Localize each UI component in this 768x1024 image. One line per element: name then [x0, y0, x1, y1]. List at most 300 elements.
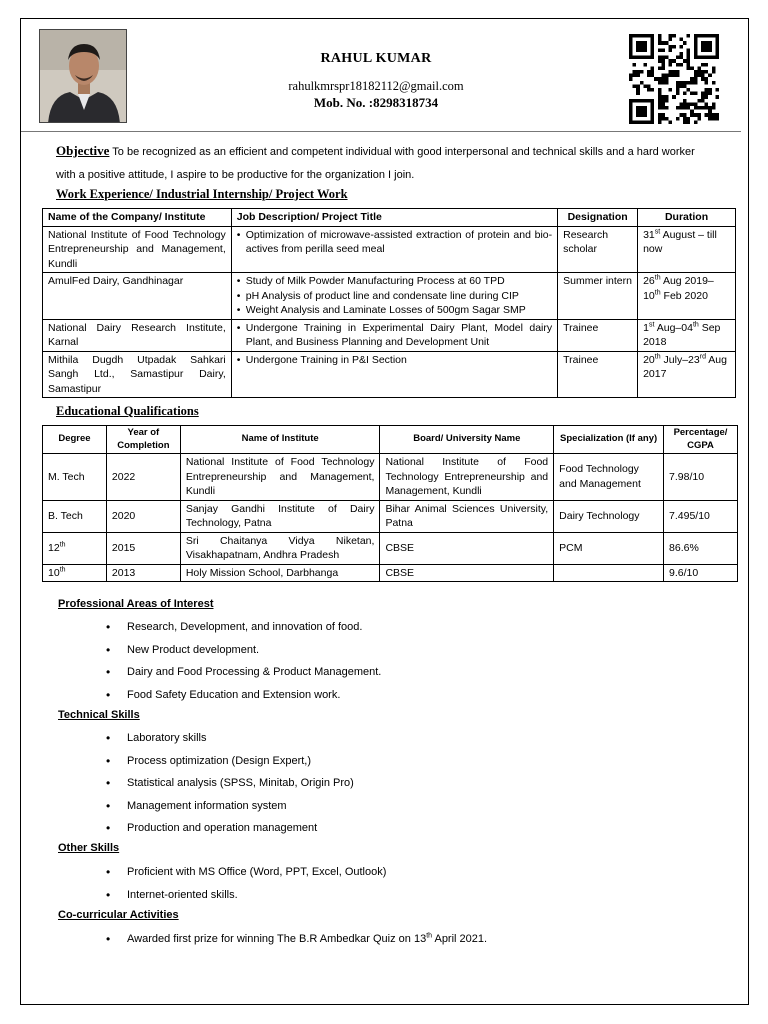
qr-module — [669, 88, 673, 92]
qr-module — [651, 106, 655, 110]
edu-col-board: Board/ University Name — [380, 426, 554, 454]
list-item: • Statistical analysis (SPSS, Minitab, Origin Pro) — [106, 776, 354, 799]
qr-module — [636, 92, 640, 96]
qr-module — [708, 34, 712, 38]
qr-module — [669, 38, 673, 42]
qr-module — [708, 88, 712, 92]
qr-module — [694, 45, 698, 49]
other-skills-list — [106, 865, 386, 910]
qr-module — [651, 102, 655, 106]
qr-module — [705, 95, 709, 99]
qr-module — [708, 113, 712, 117]
mobile-number: Mob. No. :8298318734 — [313, 95, 439, 110]
technical-title: Technical Skills — [58, 709, 140, 721]
qr-module — [683, 81, 687, 85]
qr-module — [690, 81, 694, 85]
qr-module — [694, 48, 698, 52]
qr-module — [629, 48, 633, 52]
qr-module — [683, 120, 687, 124]
qr-module — [697, 70, 701, 74]
qr-module — [661, 113, 665, 117]
qr-module — [715, 41, 719, 45]
qr-module — [712, 66, 716, 70]
qr-module — [715, 56, 719, 60]
qr-module — [636, 110, 640, 114]
qr-module — [690, 110, 694, 114]
qr-module — [665, 106, 669, 110]
interests-list — [106, 620, 381, 710]
qr-module — [633, 74, 637, 78]
qr-module — [694, 92, 698, 96]
qr-module — [679, 102, 683, 106]
qr-module — [661, 102, 665, 106]
edu-col-score: Percentage/ CGPA — [664, 426, 738, 454]
qr-module — [701, 34, 705, 38]
edu-score: 7.98/10 — [664, 454, 738, 501]
education-section-title: Educational Qualifications — [56, 404, 199, 418]
qr-module — [679, 84, 683, 88]
qr-module — [665, 99, 669, 103]
qr-module — [629, 45, 633, 49]
qr-module — [679, 38, 683, 42]
edu-board: CBSE — [380, 532, 554, 564]
table-row — [43, 273, 736, 320]
qr-module — [705, 106, 709, 110]
qr-module — [658, 34, 662, 38]
qr-module — [701, 95, 705, 99]
qr-module — [694, 52, 698, 56]
qr-module — [694, 81, 698, 85]
qr-module — [629, 38, 633, 42]
qr-module — [633, 84, 637, 88]
qr-module — [636, 41, 640, 45]
qr-module — [658, 41, 662, 45]
qr-module — [661, 99, 665, 103]
qr-module — [658, 106, 662, 110]
qr-module — [629, 41, 633, 45]
qr-module — [629, 77, 633, 81]
qr-module — [697, 34, 701, 38]
qr-module — [629, 110, 633, 114]
qr-module — [643, 56, 647, 60]
edu-col-specialization: Specialization (If any) — [554, 426, 664, 454]
qr-module — [640, 113, 644, 117]
qr-module — [683, 106, 687, 110]
qr-module — [651, 70, 655, 74]
qr-module — [708, 56, 712, 60]
edu-col-degree: Degree — [43, 426, 107, 454]
qr-module — [651, 66, 655, 70]
table-row — [43, 564, 738, 582]
edu-board: National Institute of Food Technology Entrepreneurship and Management, Kundli — [380, 454, 554, 501]
qr-module — [661, 56, 665, 60]
table-row — [43, 454, 738, 501]
qr-module — [676, 74, 680, 78]
qr-module — [687, 117, 691, 121]
work-table-header — [43, 209, 736, 227]
work-company: AmulFed Dairy, Gandhinagar — [43, 273, 232, 320]
qr-module — [672, 45, 676, 49]
work-designation: Summer intern — [558, 273, 638, 320]
qr-module — [701, 70, 705, 74]
qr-module — [694, 120, 698, 124]
edu-specialization — [554, 564, 664, 582]
qr-module — [661, 48, 665, 52]
qr-module — [640, 81, 644, 85]
qr-module — [636, 48, 640, 52]
qr-module — [651, 56, 655, 60]
qr-module — [643, 120, 647, 124]
qr-module — [712, 56, 716, 60]
qr-module — [687, 56, 691, 60]
qr-module — [687, 66, 691, 70]
qr-module — [705, 113, 709, 117]
qr-module — [633, 70, 637, 74]
table-row — [43, 500, 738, 532]
edu-year: 2022 — [106, 454, 180, 501]
qr-module — [640, 34, 644, 38]
qr-module — [701, 74, 705, 78]
qr-module — [708, 48, 712, 52]
qr-module — [669, 70, 673, 74]
qr-module — [643, 63, 647, 67]
qr-module — [687, 106, 691, 110]
work-col-designation: Designation — [558, 209, 638, 227]
qr-module — [661, 63, 665, 67]
qr-module — [647, 88, 651, 92]
work-designation: Research scholar — [558, 226, 638, 273]
candidate-name: RAHUL KUMAR — [320, 51, 432, 66]
qr-module — [701, 106, 705, 110]
qr-module — [629, 99, 633, 103]
qr-module — [658, 48, 662, 52]
qr-module — [665, 77, 669, 81]
qr-module — [705, 70, 709, 74]
qr-module — [661, 77, 665, 81]
cocurricular-list — [106, 932, 487, 955]
cocurricular-title: Co-curricular Activities — [58, 909, 179, 921]
qr-module — [705, 88, 709, 92]
qr-module — [694, 38, 698, 42]
qr-module — [712, 70, 716, 74]
qr-module — [672, 95, 676, 99]
qr-module — [636, 99, 640, 103]
technical-list — [106, 731, 354, 844]
list-item: • Awarded first prize for winning The B.R Ambedkar Quiz on 13th April 2021. — [106, 932, 487, 955]
work-duration: 31st August – till now — [638, 226, 736, 273]
qr-module — [712, 81, 716, 85]
qr-module — [647, 120, 651, 124]
qr-module — [676, 92, 680, 96]
qr-module — [690, 92, 694, 96]
list-item: • Food Safety Education and Extension work. — [106, 688, 381, 711]
list-item: • Laboratory skills — [106, 731, 354, 754]
edu-year: 2020 — [106, 500, 180, 532]
qr-module — [694, 74, 698, 78]
work-col-job: Job Description/ Project Title — [231, 209, 557, 227]
qr-module — [687, 48, 691, 52]
qr-module — [694, 102, 698, 106]
qr-module — [643, 113, 647, 117]
edu-degree: B. Tech — [43, 500, 107, 532]
qr-module — [705, 77, 709, 81]
qr-module — [651, 88, 655, 92]
qr-module — [708, 110, 712, 114]
qr-module — [672, 59, 676, 63]
qr-module — [669, 74, 673, 78]
qr-module — [669, 34, 673, 38]
qr-module — [636, 70, 640, 74]
edu-board: Bihar Animal Sciences University, Patna — [380, 500, 554, 532]
qr-module — [636, 56, 640, 60]
qr-module — [636, 106, 640, 110]
qr-module — [665, 74, 669, 78]
qr-module — [629, 74, 633, 78]
qr-module — [697, 99, 701, 103]
qr-module — [651, 38, 655, 42]
qr-module — [712, 106, 716, 110]
interests-title: Professional Areas of Interest — [58, 598, 214, 610]
qr-module — [629, 52, 633, 56]
work-job-item: • Optimization of microwave-assisted extraction of protein and bio-actives from perilla seed meal — [237, 228, 552, 257]
qr-module — [715, 52, 719, 56]
qr-module — [629, 120, 633, 124]
qr-module — [697, 74, 701, 78]
qr-module — [636, 45, 640, 49]
qr-module — [661, 59, 665, 63]
work-job-item: • Weight Analysis and Laminate Losses of 500gm Sagar SMP — [237, 303, 552, 318]
edu-board: CBSE — [380, 564, 554, 582]
qr-module — [658, 102, 662, 106]
qr-module — [715, 48, 719, 52]
qr-module — [633, 56, 637, 60]
qr-module — [647, 84, 651, 88]
qr-module — [669, 45, 673, 49]
qr-module — [679, 45, 683, 49]
qr-module — [636, 88, 640, 92]
qr-module — [683, 59, 687, 63]
qr-module — [640, 99, 644, 103]
email-address: rahulkmrspr18182112@gmail.com — [288, 79, 464, 93]
list-item: • New Product development. — [106, 643, 381, 666]
qr-module — [672, 34, 676, 38]
qr-module — [694, 56, 698, 60]
work-duration: 26th Aug 2019– 10th Feb 2020 — [638, 273, 736, 320]
qr-module — [690, 77, 694, 81]
qr-module — [658, 95, 662, 99]
qr-module — [708, 45, 712, 49]
qr-module — [669, 48, 673, 52]
resume-page — [20, 18, 749, 1005]
qr-module — [658, 59, 662, 63]
qr-module — [647, 74, 651, 78]
qr-module — [658, 117, 662, 121]
qr-module — [715, 34, 719, 38]
qr-module — [672, 74, 676, 78]
qr-module — [679, 113, 683, 117]
edu-year: 2013 — [106, 564, 180, 582]
qr-module — [651, 74, 655, 78]
qr-module — [694, 113, 698, 117]
qr-module — [643, 41, 647, 45]
edu-institute: Sanjay Gandhi Institute of Dairy Technology, Patna — [180, 500, 380, 532]
qr-module — [701, 77, 705, 81]
qr-module — [658, 99, 662, 103]
qr-module — [679, 52, 683, 56]
qr-module — [643, 34, 647, 38]
edu-score: 7.495/10 — [664, 500, 738, 532]
qr-module — [640, 120, 644, 124]
qr-module — [672, 70, 676, 74]
qr-module — [715, 38, 719, 42]
qr-module — [665, 117, 669, 121]
table-row — [43, 319, 736, 351]
qr-module — [690, 66, 694, 70]
qr-module — [647, 99, 651, 103]
work-job-item: • pH Analysis of product line and condensate line during CIP — [237, 289, 552, 304]
qr-module — [708, 92, 712, 96]
qr-module — [658, 81, 662, 85]
qr-module — [647, 34, 651, 38]
qr-module — [661, 117, 665, 121]
qr-module — [697, 56, 701, 60]
qr-module — [708, 106, 712, 110]
qr-module — [661, 41, 665, 45]
qr-module — [629, 117, 633, 121]
qr-module — [669, 63, 673, 67]
qr-module — [687, 59, 691, 63]
qr-module — [658, 38, 662, 42]
qr-module — [712, 102, 716, 106]
qr-module — [658, 77, 662, 81]
qr-module — [651, 117, 655, 121]
edu-specialization: PCM — [554, 532, 664, 564]
qr-module — [694, 70, 698, 74]
qr-module — [683, 41, 687, 45]
qr-code — [627, 34, 721, 124]
work-duration: 1st Aug–04th Sep 2018 — [638, 319, 736, 351]
qr-module — [651, 52, 655, 56]
qr-module — [658, 66, 662, 70]
edu-score: 86.6% — [664, 532, 738, 564]
qr-module — [701, 92, 705, 96]
qr-module — [705, 41, 709, 45]
qr-module — [701, 63, 705, 67]
header-divider — [21, 131, 741, 132]
objective — [56, 139, 716, 187]
qr-module — [643, 110, 647, 114]
qr-module — [633, 63, 637, 67]
list-item: • Research, Development, and innovation of food. — [106, 620, 381, 643]
work-company: National Institute of Food Technology Entrepreneurship and Management, Kundli — [43, 226, 232, 273]
qr-module — [694, 34, 698, 38]
qr-module — [636, 120, 640, 124]
qr-module — [712, 117, 716, 121]
work-col-company: Name of the Company/ Institute — [43, 209, 232, 227]
qr-module — [712, 113, 716, 117]
qr-module — [636, 34, 640, 38]
qr-module — [651, 120, 655, 124]
table-row — [43, 351, 736, 398]
qr-module — [715, 117, 719, 121]
qr-module — [651, 113, 655, 117]
qr-module — [665, 56, 669, 60]
qr-module — [697, 66, 701, 70]
qr-module — [640, 110, 644, 114]
qr-module — [687, 120, 691, 124]
qr-module — [715, 45, 719, 49]
list-item: • Management information system — [106, 799, 354, 822]
qr-module — [679, 56, 683, 60]
qr-module — [669, 59, 673, 63]
qr-module — [629, 106, 633, 110]
qr-module — [676, 84, 680, 88]
qr-module — [676, 106, 680, 110]
qr-module — [658, 92, 662, 96]
qr-module — [636, 74, 640, 78]
qr-module — [651, 45, 655, 49]
qr-module — [705, 102, 709, 106]
qr-module — [665, 81, 669, 85]
qr-module — [643, 84, 647, 88]
qr-module — [640, 106, 644, 110]
qr-module — [661, 66, 665, 70]
edu-table-header — [43, 426, 738, 454]
qr-module — [694, 77, 698, 81]
qr-module — [705, 45, 709, 49]
qr-module — [658, 56, 662, 60]
qr-module — [651, 41, 655, 45]
qr-module — [683, 117, 687, 121]
edu-degree: 12th — [43, 532, 107, 564]
qr-module — [629, 56, 633, 60]
qr-module — [687, 81, 691, 85]
qr-module — [651, 99, 655, 103]
qr-module — [715, 88, 719, 92]
qr-module — [687, 102, 691, 106]
other-skills-title: Other Skills — [58, 842, 120, 854]
qr-module — [708, 117, 712, 121]
qr-module — [683, 113, 687, 117]
profile-photo — [39, 29, 127, 123]
qr-module — [676, 56, 680, 60]
work-job — [231, 351, 557, 398]
list-item: • Process optimization (Design Expert,) — [106, 754, 354, 777]
edu-specialization: Food Technology and Management — [554, 454, 664, 501]
qr-module — [705, 48, 709, 52]
qr-module — [701, 45, 705, 49]
qr-module — [715, 113, 719, 117]
qr-module — [676, 81, 680, 85]
table-row — [43, 532, 738, 564]
edu-institute: National Institute of Food Technology Entrepreneurship and Management, Kundli — [180, 454, 380, 501]
qr-module — [701, 48, 705, 52]
qr-module — [683, 99, 687, 103]
qr-module — [647, 56, 651, 60]
header — [221, 51, 531, 111]
qr-module — [633, 34, 637, 38]
qr-module — [694, 41, 698, 45]
qr-module — [658, 113, 662, 117]
qr-module — [640, 48, 644, 52]
qr-module — [643, 106, 647, 110]
qr-module — [658, 88, 662, 92]
qr-module — [661, 74, 665, 78]
work-job-item: • Undergone Training in Experimental Dairy Plant, Model dairy Plant, and Business Planning and Development Unit — [237, 321, 552, 350]
qr-module — [705, 81, 709, 85]
qr-module — [687, 52, 691, 56]
qr-module — [629, 102, 633, 106]
